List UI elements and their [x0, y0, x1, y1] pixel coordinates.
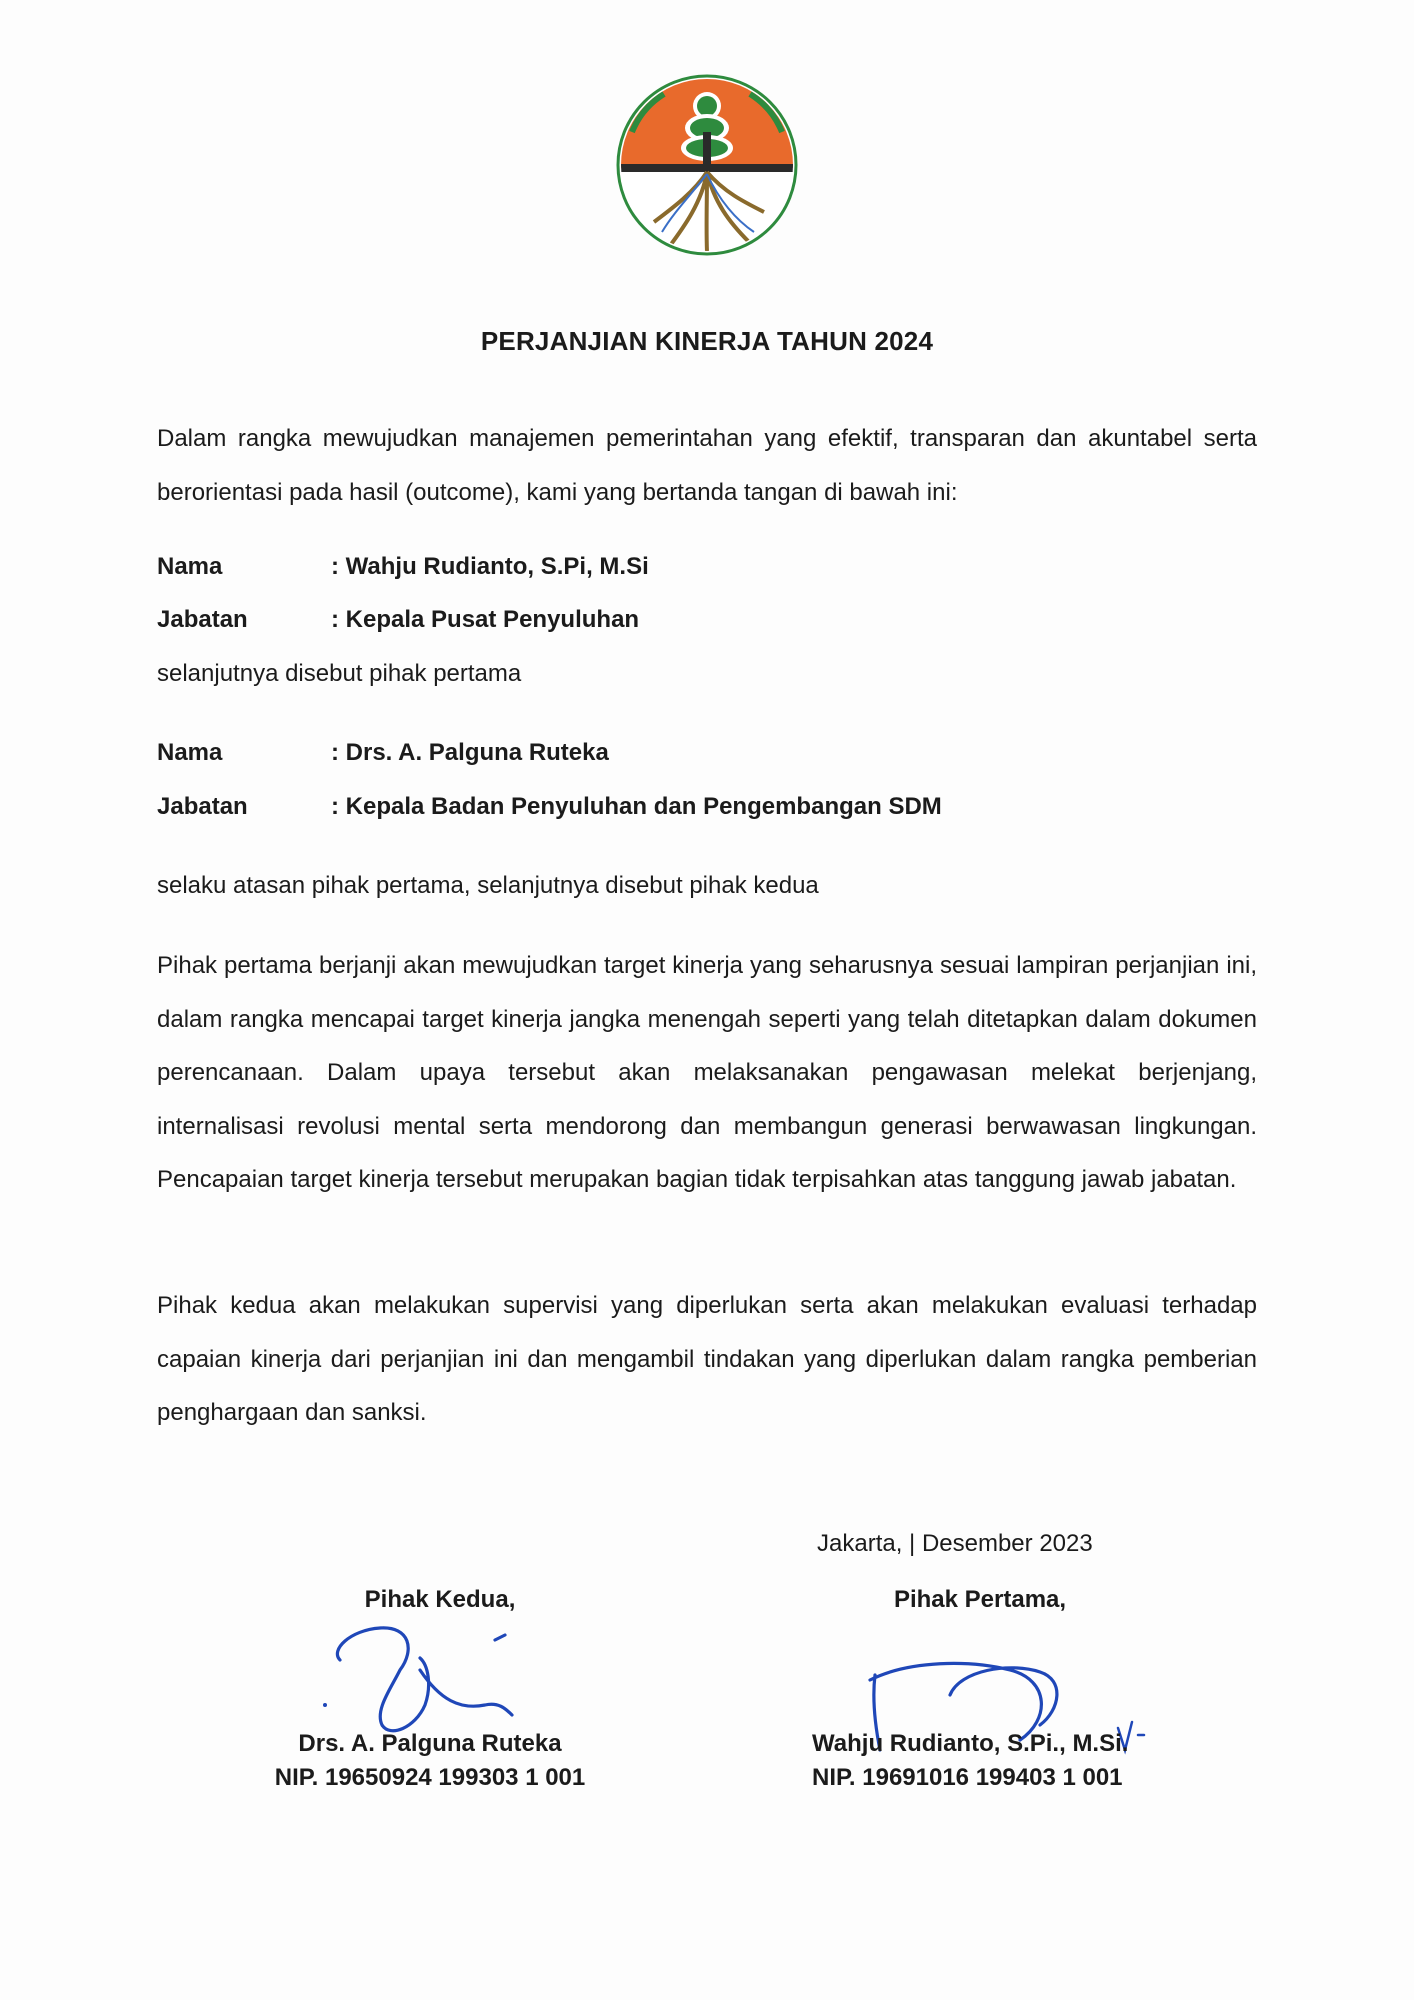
signature-left-name: Drs. A. Palguna Ruteka	[298, 1730, 562, 1757]
party1-position-row	[157, 606, 639, 634]
party2-position-row	[157, 793, 942, 821]
signature-right-name: Wahju Rudianto, S.Pi., M.Si.	[812, 1730, 1129, 1757]
intro-paragraph: Dalam rangka mewujudkan manajemen pemerintahan yang efektif, transparan dan akuntabel serta berorientasi pada hasil (outcome), kami yang bertanda tangan di bawah ini:	[157, 425, 1257, 506]
party2-note: selaku atasan pihak pertama, selanjutnya disebut pihak kedua	[157, 872, 819, 899]
party1-note: selanjutnya disebut pihak pertama	[157, 660, 522, 687]
party2-name-label: Nama	[157, 739, 223, 766]
party1-position-label: Jabatan	[157, 606, 248, 633]
signature-left-nip: NIP. 19650924 199303 1 001	[274, 1764, 586, 1791]
party2-position-label: Jabatan	[157, 793, 248, 820]
party1-name-value: : Wahju Rudianto, S.Pi, M.Si	[331, 553, 649, 580]
supervision-paragraph: Pihak kedua akan melakukan supervisi yang diperlukan serta akan melakukan evaluasi terhadap capaian kinerja dari perjanjian ini dan mengambil tindakan yang diperlukan dalam rangka pemberian penghargaan dan sanksi.	[157, 1292, 1257, 1426]
signature-right-nip: NIP. 19691016 199403 1 001	[812, 1764, 1123, 1791]
party2-name-value: : Drs. A. Palguna Ruteka	[331, 739, 609, 766]
ministry-logo-icon	[614, 72, 800, 258]
party1-position-value: : Kepala Pusat Penyuluhan	[331, 606, 640, 633]
signature-left-heading: Pihak Kedua,	[364, 1586, 516, 1613]
signature-right-heading: Pihak Pertama,	[893, 1586, 1067, 1613]
document-title: PERJANJIAN KINERJA TAHUN 2024	[480, 326, 934, 356]
party2-name-row	[157, 739, 609, 767]
party2-position-value: : Kepala Badan Penyuluhan dan Pengembangan SDM	[331, 793, 942, 820]
party1-name-label: Nama	[157, 553, 223, 580]
party1-name-row	[157, 553, 649, 581]
commitment-paragraph: Pihak pertama berjanji akan mewujudkan target kinerja yang seharusnya sesuai lampiran perjanjian ini, dalam rangka mencapai target kinerja jangka menengah seperti yang telah ditetapkan dalam dokumen perencanaan. Dalam upaya tersebut akan melaksanakan pengawasan melekat berjenjang, internalisasi revolusi mental serta mendorong dan membangun generasi berwawasan lingkungan. Pencapaian target kinerja tersebut merupakan bagian tidak terpisahkan atas tanggung jawab jabatan.	[157, 952, 1257, 1193]
place-date: Jakarta, | Desember 2023	[817, 1530, 1093, 1557]
signature-left-icon	[320, 1610, 540, 1750]
